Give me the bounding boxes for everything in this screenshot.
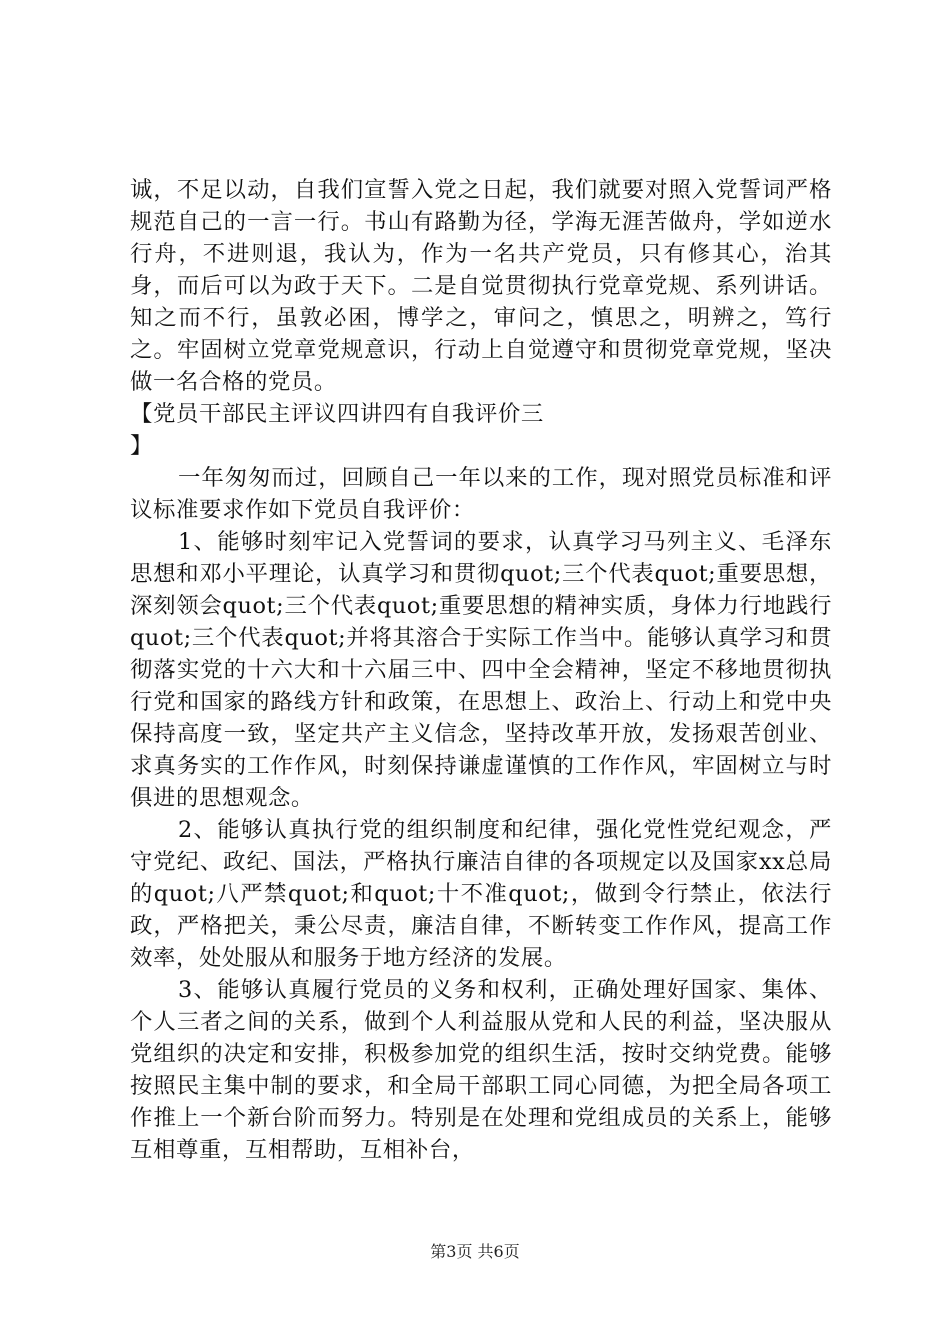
paragraph-item-2: 2、能够认真执行党的组织制度和纪律，强化党性党纪观念，严守党纪、政纪、国法，严格执行廉洁自律的各项规定以及国家xx总局的quot;八严禁quot;和quot;十不准quot;，做到令行禁止，依法行政，严格把关，秉公尽责，廉洁自律，不断转变工作作风，提高工作效率，处处服从和服务于地方经济的发展。 <box>130 817 832 971</box>
paragraph-continuation: 诚，不足以动，自我们宣誓入党之日起，我们就要对照入党誓词严格规范自己的一言一行。书山有路勤为径，学海无涯苦做舟，学如逆水行舟，不进则退，我认为，作为一名共产党员，只有修其心，治其身，而后可以为政于天下。二是自觉贯彻执行党章党规、系列讲话。知之而不行，虽敦必困，博学之，审问之，慎思之，明辨之，笃行之。牢固树立党章党规意识，行动上自觉遵守和贯彻党章党规，坚决做一名合格的党员。 <box>130 177 832 395</box>
section-heading-close-bracket: 】 <box>130 433 153 459</box>
document-body <box>130 174 832 1166</box>
page-number-footer: 第3页 共6页 <box>430 1242 520 1261</box>
paragraph-intro: 一年匆匆而过，回顾自己一年以来的工作，现对照党员标准和评议标准要求作如下党员自我评价： <box>130 465 832 523</box>
section-heading: 【党员干部民主评议四讲四有自我评价三 <box>130 401 544 427</box>
paragraph-item-3: 3、能够认真履行党员的义务和权利，正确处理好国家、集体、个人三者之间的关系，做到个人利益服从党和人民的利益，坚决服从党组织的决定和安排，积极参加党的组织生活，按时交纳党费。能够按照民主集中制的要求，和全局干部职工同心同德，为把全局各项工作推上一个新台阶而努力。特别是在处理和党组成员的关系上，能够互相尊重，互相帮助，互相补台， <box>130 977 832 1163</box>
paragraph-item-1: 1、能够时刻牢记入党誓词的要求，认真学习马列主义、毛泽东思想和邓小平理论，认真学习和贯彻quot;三个代表quot;重要思想，深刻领会quot;三个代表quot;重要思想的精神实质，身体力行地践行quot;三个代表quot;并将其溶合于实际工作当中。能够认真学习和贯彻落实党的十六大和十六届三中、四中全会精神，坚定不移地贯彻执行党和国家的路线方针和政策，在思想上、政治上、行动上和党中央保持高度一致，坚定共产主义信念，坚持改革开放，发扬艰苦创业、求真务实的工作作风，时刻保持谦虚谨慎的工作作风，牢固树立与时俱进的思想观念。 <box>130 529 832 811</box>
